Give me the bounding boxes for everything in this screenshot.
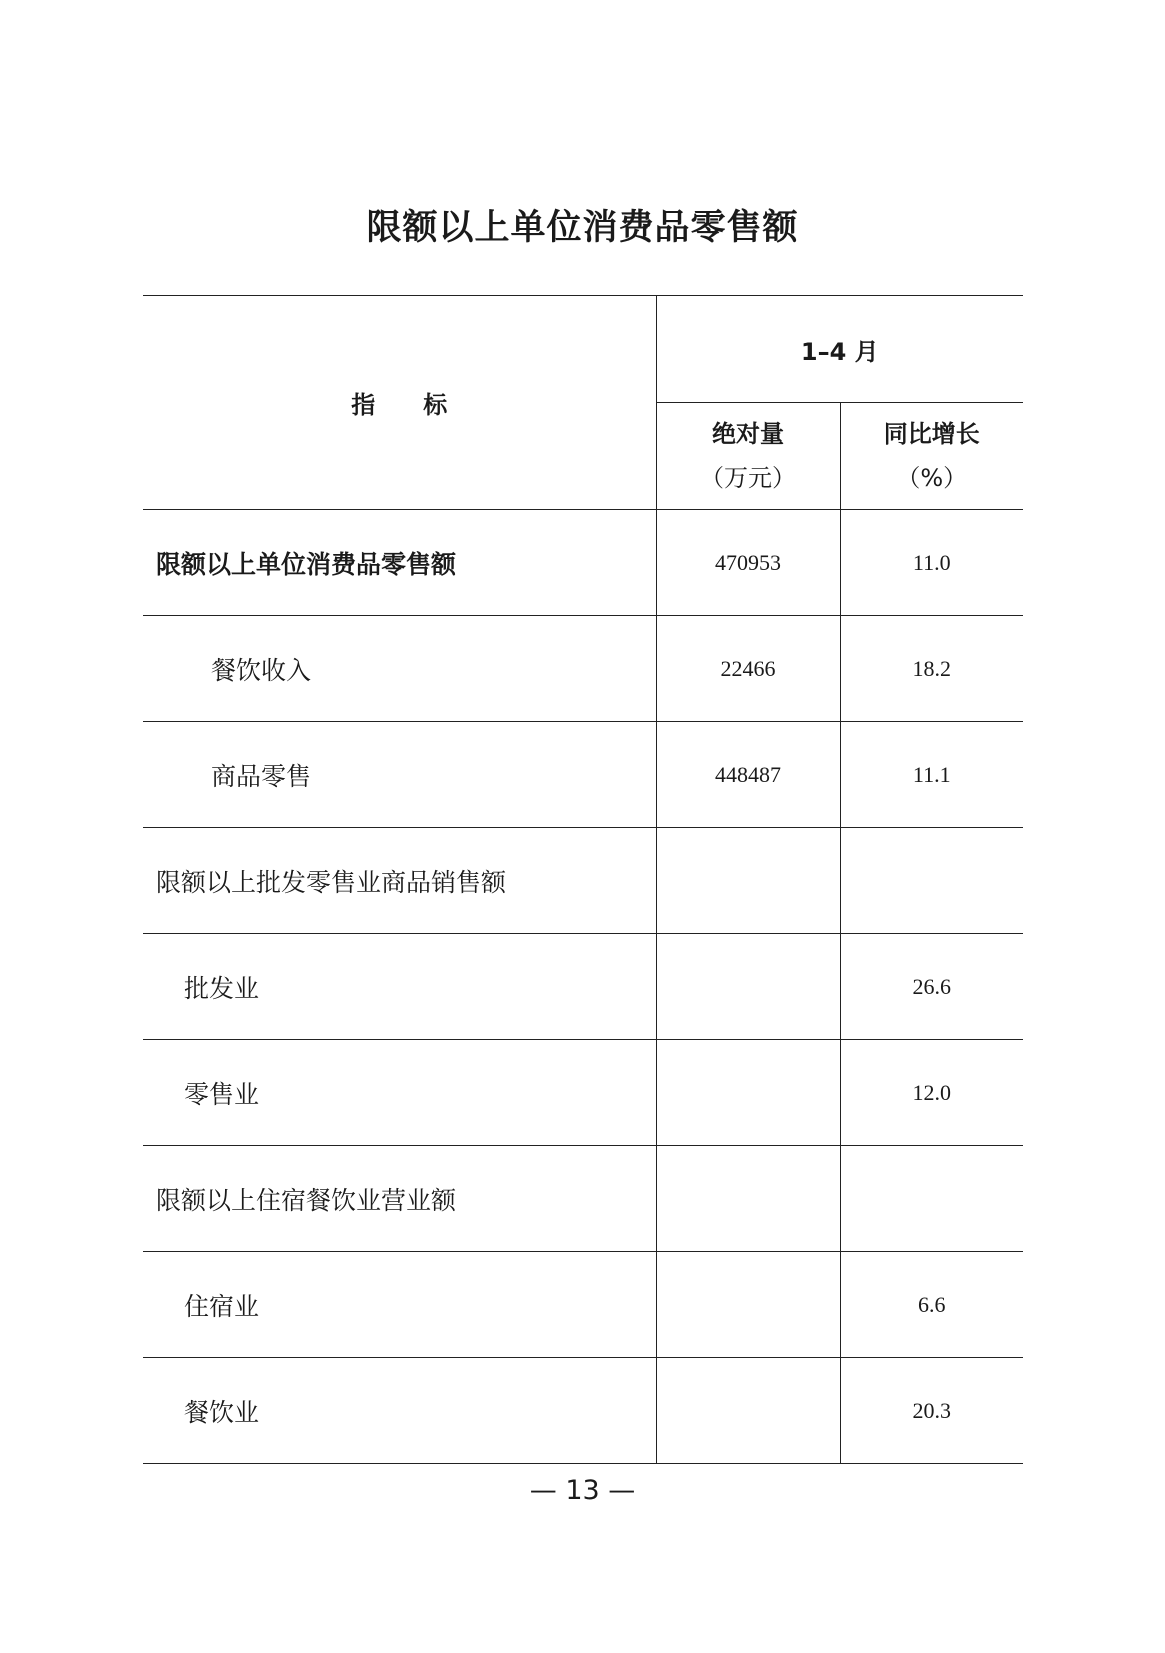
row-growth: 6.6 — [840, 1252, 1023, 1358]
table-row — [143, 1252, 1023, 1358]
row-label: 餐饮业 — [143, 1358, 656, 1464]
header-indicator: 指 标 — [143, 296, 656, 510]
header-growth-unit: （%） — [896, 464, 968, 492]
row-label: 限额以上单位消费品零售额 — [143, 510, 656, 616]
row-label: 商品零售 — [143, 722, 656, 828]
header-absolute-unit: （万元） — [700, 464, 796, 492]
table-row — [143, 722, 1023, 828]
table-row — [143, 510, 1023, 616]
row-value — [656, 934, 840, 1040]
row-growth: 26.6 — [840, 934, 1023, 1040]
header-absolute — [656, 403, 840, 510]
row-growth — [840, 1146, 1023, 1252]
page-number: — 13 — — [529, 1475, 636, 1506]
row-growth — [840, 828, 1023, 934]
row-label: 餐饮收入 — [143, 616, 656, 722]
table-row — [143, 828, 1023, 934]
table-row — [143, 1358, 1023, 1464]
row-growth: 20.3 — [840, 1358, 1023, 1464]
row-label: 批发业 — [143, 934, 656, 1040]
row-value — [656, 1040, 840, 1146]
row-value — [656, 1358, 840, 1464]
header-period: 1–4 月 — [656, 296, 1023, 403]
page-title: 限额以上单位消费品零售额 — [366, 208, 799, 248]
row-label: 限额以上批发零售业商品销售额 — [143, 828, 656, 934]
header-absolute-label: 绝对量 — [712, 420, 784, 448]
header-growth-label: 同比增长 — [883, 420, 980, 448]
table-row — [143, 616, 1023, 722]
table-row — [143, 1040, 1023, 1146]
row-value — [656, 1252, 840, 1358]
header-growth — [840, 403, 1023, 510]
row-label: 零售业 — [143, 1040, 656, 1146]
row-value: 470953 — [656, 510, 840, 616]
row-label: 住宿业 — [143, 1252, 656, 1358]
row-growth: 18.2 — [840, 616, 1023, 722]
row-label: 限额以上住宿餐饮业营业额 — [143, 1146, 656, 1252]
row-value — [656, 1146, 840, 1252]
row-growth: 12.0 — [840, 1040, 1023, 1146]
row-growth: 11.1 — [840, 722, 1023, 828]
row-growth: 11.0 — [840, 510, 1023, 616]
retail-sales-table — [143, 295, 1023, 1464]
row-value: 448487 — [656, 722, 840, 828]
table-row — [143, 1146, 1023, 1252]
table-row — [143, 934, 1023, 1040]
row-value — [656, 828, 840, 934]
row-value: 22466 — [656, 616, 840, 722]
